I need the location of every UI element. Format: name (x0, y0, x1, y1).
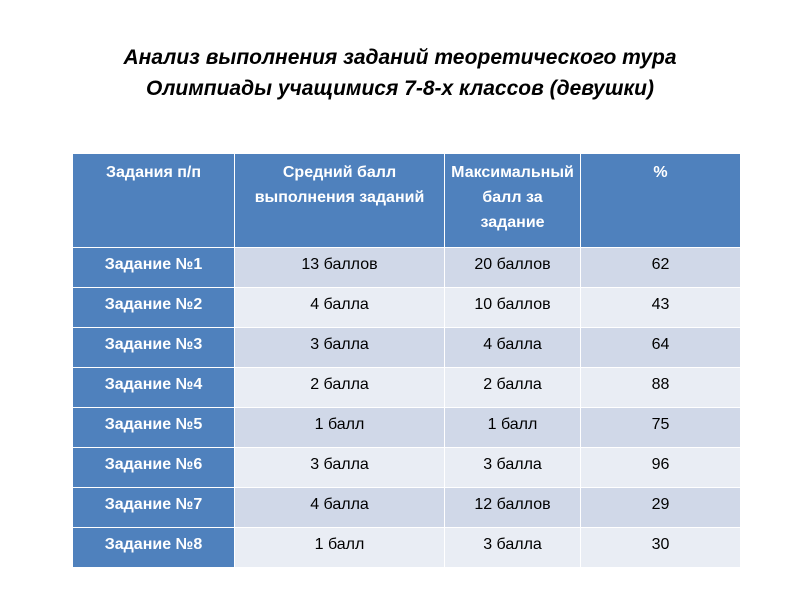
task-name: Задание №3 (73, 328, 235, 368)
page-title (0, 42, 800, 104)
table-header-row (73, 154, 741, 248)
max-score: 4 балла (445, 328, 581, 368)
average-score: 13 баллов (235, 248, 445, 288)
percent: 29 (581, 488, 741, 528)
table-row (73, 328, 741, 368)
max-score: 10 баллов (445, 288, 581, 328)
max-score: 20 баллов (445, 248, 581, 288)
task-name: Задание №2 (73, 288, 235, 328)
header-task: Задания п/п (73, 154, 235, 248)
title-line-2: Олимпиады учащимися 7-8-х классов (девушки) (146, 77, 654, 100)
table-row (73, 528, 741, 568)
table-row (73, 448, 741, 488)
average-score: 1 балл (235, 528, 445, 568)
average-score: 1 балл (235, 408, 445, 448)
task-name: Задание №5 (73, 408, 235, 448)
max-score: 3 балла (445, 448, 581, 488)
table-row (73, 408, 741, 448)
average-score: 3 балла (235, 328, 445, 368)
max-score: 3 балла (445, 528, 581, 568)
task-name: Задание №8 (73, 528, 235, 568)
table-row (73, 248, 741, 288)
average-score: 4 балла (235, 288, 445, 328)
header-average-score: Средний балл выполнения заданий (235, 154, 445, 248)
percent: 43 (581, 288, 741, 328)
task-name: Задание №4 (73, 368, 235, 408)
percent: 75 (581, 408, 741, 448)
table-row (73, 488, 741, 528)
percent: 30 (581, 528, 741, 568)
max-score: 12 баллов (445, 488, 581, 528)
task-name: Задание №7 (73, 488, 235, 528)
percent: 62 (581, 248, 741, 288)
average-score: 4 балла (235, 488, 445, 528)
task-name: Задание №1 (73, 248, 235, 288)
header-max-score: Максимальный балл за задание (445, 154, 581, 248)
percent: 88 (581, 368, 741, 408)
percent: 96 (581, 448, 741, 488)
header-percent: % (581, 154, 741, 248)
task-name: Задание №6 (73, 448, 235, 488)
results-table (72, 153, 741, 568)
max-score: 1 балл (445, 408, 581, 448)
max-score: 2 балла (445, 368, 581, 408)
average-score: 3 балла (235, 448, 445, 488)
percent: 64 (581, 328, 741, 368)
average-score: 2 балла (235, 368, 445, 408)
table-row (73, 288, 741, 328)
title-line-1: Анализ выполнения заданий теоретического тура (123, 46, 677, 69)
table-row (73, 368, 741, 408)
